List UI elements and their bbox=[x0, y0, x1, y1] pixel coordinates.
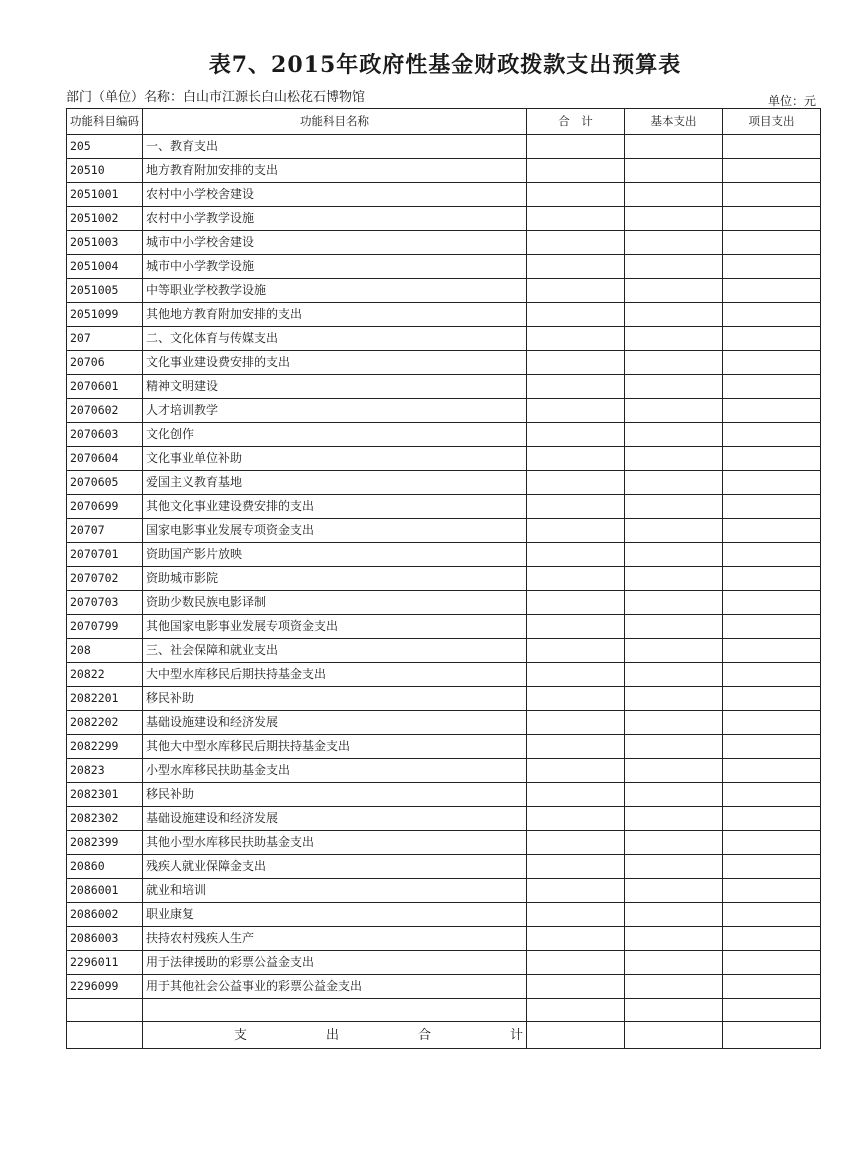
table-row bbox=[67, 471, 821, 495]
row-basic bbox=[625, 999, 723, 1022]
row-basic bbox=[625, 639, 723, 663]
row-code: 20510 bbox=[67, 159, 143, 183]
row-name: 资助少数民族电影译制 bbox=[143, 591, 527, 615]
row-name: 大中型水库移民后期扶持基金支出 bbox=[143, 663, 527, 687]
row-code: 2051001 bbox=[67, 183, 143, 207]
row-total bbox=[527, 423, 625, 447]
table-row bbox=[67, 495, 821, 519]
row-total bbox=[527, 783, 625, 807]
table-row bbox=[67, 807, 821, 831]
row-name: 其他地方教育附加安排的支出 bbox=[143, 303, 527, 327]
row-basic bbox=[625, 831, 723, 855]
row-code: 207 bbox=[67, 327, 143, 351]
row-basic bbox=[625, 855, 723, 879]
row-name: 二、文化体育与传媒支出 bbox=[143, 327, 527, 351]
header-total: 合 计 bbox=[527, 109, 625, 135]
row-total bbox=[527, 807, 625, 831]
row-code: 2051099 bbox=[67, 303, 143, 327]
row-code: 2070702 bbox=[67, 567, 143, 591]
row-total bbox=[527, 999, 625, 1022]
row-name: 国家电影事业发展专项资金支出 bbox=[143, 519, 527, 543]
row-code: 2051003 bbox=[67, 231, 143, 255]
row-project bbox=[723, 999, 821, 1022]
table-row bbox=[67, 591, 821, 615]
row-code: 2086003 bbox=[67, 927, 143, 951]
table-row bbox=[67, 255, 821, 279]
row-basic bbox=[625, 279, 723, 303]
budget-table bbox=[66, 108, 821, 1049]
table-header-row bbox=[67, 109, 821, 135]
row-total bbox=[527, 711, 625, 735]
row-code: 2070601 bbox=[67, 375, 143, 399]
row-project bbox=[723, 471, 821, 495]
row-code bbox=[67, 999, 143, 1022]
row-project bbox=[723, 903, 821, 927]
row-name: 三、社会保障和就业支出 bbox=[143, 639, 527, 663]
row-total bbox=[527, 183, 625, 207]
row-project bbox=[723, 255, 821, 279]
row-name: 用于其他社会公益事业的彩票公益金支出 bbox=[143, 975, 527, 999]
table-row bbox=[67, 399, 821, 423]
table-row bbox=[67, 687, 821, 711]
row-code: 2086002 bbox=[67, 903, 143, 927]
row-name: 农村中小学校舍建设 bbox=[143, 183, 527, 207]
table-row bbox=[67, 663, 821, 687]
total-label-char: 支 bbox=[234, 1027, 248, 1043]
row-name: 文化创作 bbox=[143, 423, 527, 447]
row-total bbox=[527, 975, 625, 999]
row-basic bbox=[625, 615, 723, 639]
row-project bbox=[723, 735, 821, 759]
row-total bbox=[527, 519, 625, 543]
table-row bbox=[67, 207, 821, 231]
table-row bbox=[67, 975, 821, 999]
table-row bbox=[67, 639, 821, 663]
row-name: 残疾人就业保障金支出 bbox=[143, 855, 527, 879]
row-code: 20860 bbox=[67, 855, 143, 879]
row-basic bbox=[625, 975, 723, 999]
row-name: 农村中小学教学设施 bbox=[143, 207, 527, 231]
total-label-cell bbox=[143, 1022, 527, 1049]
row-basic bbox=[625, 567, 723, 591]
row-total bbox=[527, 759, 625, 783]
row-code: 20823 bbox=[67, 759, 143, 783]
row-basic bbox=[625, 687, 723, 711]
row-basic bbox=[625, 183, 723, 207]
row-project bbox=[723, 183, 821, 207]
row-total bbox=[527, 351, 625, 375]
row-code: 2070799 bbox=[67, 615, 143, 639]
row-code: 2086001 bbox=[67, 879, 143, 903]
row-code: 2051004 bbox=[67, 255, 143, 279]
row-code: 20707 bbox=[67, 519, 143, 543]
row-name: 就业和培训 bbox=[143, 879, 527, 903]
table-row bbox=[67, 855, 821, 879]
row-total bbox=[527, 831, 625, 855]
row-code: 2051005 bbox=[67, 279, 143, 303]
row-basic bbox=[625, 327, 723, 351]
row-total bbox=[527, 951, 625, 975]
row-total bbox=[527, 855, 625, 879]
total-label-char: 计 bbox=[509, 1027, 523, 1043]
row-name: 基础设施建设和经济发展 bbox=[143, 711, 527, 735]
row-project bbox=[723, 879, 821, 903]
row-code: 2296099 bbox=[67, 975, 143, 999]
row-total bbox=[527, 399, 625, 423]
row-name: 小型水库移民扶助基金支出 bbox=[143, 759, 527, 783]
row-project bbox=[723, 951, 821, 975]
row-total bbox=[527, 495, 625, 519]
row-total bbox=[527, 591, 625, 615]
row-name: 文化事业建设费安排的支出 bbox=[143, 351, 527, 375]
row-basic bbox=[625, 759, 723, 783]
table-row bbox=[67, 879, 821, 903]
row-total bbox=[527, 375, 625, 399]
row-code: 2082201 bbox=[67, 687, 143, 711]
row-project bbox=[723, 783, 821, 807]
row-name: 其他大中型水库移民后期扶持基金支出 bbox=[143, 735, 527, 759]
row-name: 精神文明建设 bbox=[143, 375, 527, 399]
row-total bbox=[527, 231, 625, 255]
row-code: 2082301 bbox=[67, 783, 143, 807]
row-project bbox=[723, 975, 821, 999]
row-basic bbox=[625, 423, 723, 447]
row-project bbox=[723, 567, 821, 591]
row-code: 2082399 bbox=[67, 831, 143, 855]
row-basic bbox=[625, 303, 723, 327]
table-row bbox=[67, 423, 821, 447]
table-row bbox=[67, 615, 821, 639]
row-project bbox=[723, 303, 821, 327]
table-row bbox=[67, 231, 821, 255]
row-basic bbox=[625, 783, 723, 807]
row-project bbox=[723, 807, 821, 831]
row-project bbox=[723, 351, 821, 375]
row-project bbox=[723, 519, 821, 543]
row-total bbox=[527, 903, 625, 927]
row-basic bbox=[625, 231, 723, 255]
table-row bbox=[67, 567, 821, 591]
table-row bbox=[67, 999, 821, 1022]
row-project bbox=[723, 159, 821, 183]
table-row bbox=[67, 135, 821, 159]
row-name: 扶持农村残疾人生产 bbox=[143, 927, 527, 951]
total-total-cell bbox=[527, 1022, 625, 1049]
table-row bbox=[67, 831, 821, 855]
row-name: 资助城市影院 bbox=[143, 567, 527, 591]
row-name: 爱国主义教育基地 bbox=[143, 471, 527, 495]
table-row bbox=[67, 159, 821, 183]
row-total bbox=[527, 879, 625, 903]
row-code: 2082202 bbox=[67, 711, 143, 735]
row-name: 资助国产影片放映 bbox=[143, 543, 527, 567]
total-label-char: 合 bbox=[417, 1027, 431, 1043]
row-project bbox=[723, 447, 821, 471]
row-project bbox=[723, 423, 821, 447]
row-project bbox=[723, 711, 821, 735]
table-row bbox=[67, 351, 821, 375]
row-code: 2070602 bbox=[67, 399, 143, 423]
row-total bbox=[527, 663, 625, 687]
row-basic bbox=[625, 543, 723, 567]
row-total bbox=[527, 327, 625, 351]
currency-unit: 单位：元 bbox=[767, 94, 816, 108]
row-project bbox=[723, 135, 821, 159]
row-project bbox=[723, 279, 821, 303]
row-project bbox=[723, 591, 821, 615]
table-row bbox=[67, 279, 821, 303]
table-row bbox=[67, 759, 821, 783]
row-total bbox=[527, 279, 625, 303]
total-code-cell bbox=[67, 1022, 143, 1049]
row-name: 地方教育附加安排的支出 bbox=[143, 159, 527, 183]
row-name: 一、教育支出 bbox=[143, 135, 527, 159]
row-basic bbox=[625, 471, 723, 495]
table-row bbox=[67, 303, 821, 327]
row-code: 2051002 bbox=[67, 207, 143, 231]
table-body bbox=[67, 135, 821, 1022]
row-total bbox=[527, 735, 625, 759]
table-row bbox=[67, 447, 821, 471]
header-project: 项目支出 bbox=[723, 109, 821, 135]
row-name: 职业康复 bbox=[143, 903, 527, 927]
row-code: 2070605 bbox=[67, 471, 143, 495]
row-total bbox=[527, 687, 625, 711]
row-total bbox=[527, 255, 625, 279]
table-row bbox=[67, 711, 821, 735]
row-basic bbox=[625, 519, 723, 543]
row-code: 205 bbox=[67, 135, 143, 159]
total-basic-cell bbox=[625, 1022, 723, 1049]
row-project bbox=[723, 615, 821, 639]
total-label-char: 出 bbox=[325, 1027, 339, 1043]
row-project bbox=[723, 687, 821, 711]
row-basic bbox=[625, 591, 723, 615]
row-name: 移民补助 bbox=[143, 687, 527, 711]
table-row bbox=[67, 927, 821, 951]
table-row bbox=[67, 327, 821, 351]
row-basic bbox=[625, 135, 723, 159]
table-row bbox=[67, 375, 821, 399]
row-total bbox=[527, 303, 625, 327]
row-name: 文化事业单位补助 bbox=[143, 447, 527, 471]
row-code: 20822 bbox=[67, 663, 143, 687]
row-name: 中等职业学校教学设施 bbox=[143, 279, 527, 303]
row-code: 2082302 bbox=[67, 807, 143, 831]
row-project bbox=[723, 375, 821, 399]
row-code: 2070604 bbox=[67, 447, 143, 471]
header-name: 功能科目名称 bbox=[143, 109, 527, 135]
header-code: 功能科目编码 bbox=[67, 109, 143, 135]
row-total bbox=[527, 639, 625, 663]
row-name: 城市中小学校舍建设 bbox=[143, 231, 527, 255]
table-row bbox=[67, 183, 821, 207]
row-name: 用于法律援助的彩票公益金支出 bbox=[143, 951, 527, 975]
row-code: 2070603 bbox=[67, 423, 143, 447]
row-basic bbox=[625, 495, 723, 519]
table-row bbox=[67, 951, 821, 975]
row-project bbox=[723, 639, 821, 663]
row-total bbox=[527, 447, 625, 471]
row-project bbox=[723, 543, 821, 567]
row-basic bbox=[625, 663, 723, 687]
row-basic bbox=[625, 159, 723, 183]
row-basic bbox=[625, 735, 723, 759]
table-row bbox=[67, 783, 821, 807]
row-basic bbox=[625, 807, 723, 831]
row-code: 20706 bbox=[67, 351, 143, 375]
row-name: 其他文化事业建设费安排的支出 bbox=[143, 495, 527, 519]
row-total bbox=[527, 615, 625, 639]
row-project bbox=[723, 663, 821, 687]
total-row bbox=[67, 1022, 821, 1049]
row-code: 2296011 bbox=[67, 951, 143, 975]
row-project bbox=[723, 855, 821, 879]
row-basic bbox=[625, 903, 723, 927]
row-basic bbox=[625, 375, 723, 399]
row-basic bbox=[625, 255, 723, 279]
header-basic: 基本支出 bbox=[625, 109, 723, 135]
page-title: 表7、2015年政府性基金财政拨款支出预算表 bbox=[208, 52, 682, 78]
row-name: 基础设施建设和经济发展 bbox=[143, 807, 527, 831]
row-basic bbox=[625, 951, 723, 975]
row-name: 移民补助 bbox=[143, 783, 527, 807]
department-name: 部门（单位）名称：白山市江源长白山松花石博物馆 bbox=[66, 90, 366, 105]
row-code: 208 bbox=[67, 639, 143, 663]
row-project bbox=[723, 759, 821, 783]
row-name: 人才培训教学 bbox=[143, 399, 527, 423]
row-total bbox=[527, 543, 625, 567]
row-name: 其他国家电影事业发展专项资金支出 bbox=[143, 615, 527, 639]
row-code: 2082299 bbox=[67, 735, 143, 759]
row-basic bbox=[625, 351, 723, 375]
row-basic bbox=[625, 399, 723, 423]
row-project bbox=[723, 399, 821, 423]
row-total bbox=[527, 471, 625, 495]
row-name: 城市中小学教学设施 bbox=[143, 255, 527, 279]
row-total bbox=[527, 567, 625, 591]
row-name: 其他小型水库移民扶助基金支出 bbox=[143, 831, 527, 855]
table-row bbox=[67, 519, 821, 543]
row-code: 2070701 bbox=[67, 543, 143, 567]
table-row bbox=[67, 903, 821, 927]
row-total bbox=[527, 159, 625, 183]
row-basic bbox=[625, 879, 723, 903]
row-project bbox=[723, 207, 821, 231]
row-total bbox=[527, 927, 625, 951]
row-project bbox=[723, 495, 821, 519]
row-code: 2070703 bbox=[67, 591, 143, 615]
row-total bbox=[527, 207, 625, 231]
row-basic bbox=[625, 447, 723, 471]
total-project-cell bbox=[723, 1022, 821, 1049]
row-basic bbox=[625, 207, 723, 231]
row-project bbox=[723, 927, 821, 951]
row-project bbox=[723, 831, 821, 855]
row-basic bbox=[625, 927, 723, 951]
row-code: 2070699 bbox=[67, 495, 143, 519]
table-row bbox=[67, 735, 821, 759]
table-row bbox=[67, 543, 821, 567]
row-basic bbox=[625, 711, 723, 735]
row-project bbox=[723, 231, 821, 255]
row-name bbox=[143, 999, 527, 1022]
row-project bbox=[723, 327, 821, 351]
row-total bbox=[527, 135, 625, 159]
